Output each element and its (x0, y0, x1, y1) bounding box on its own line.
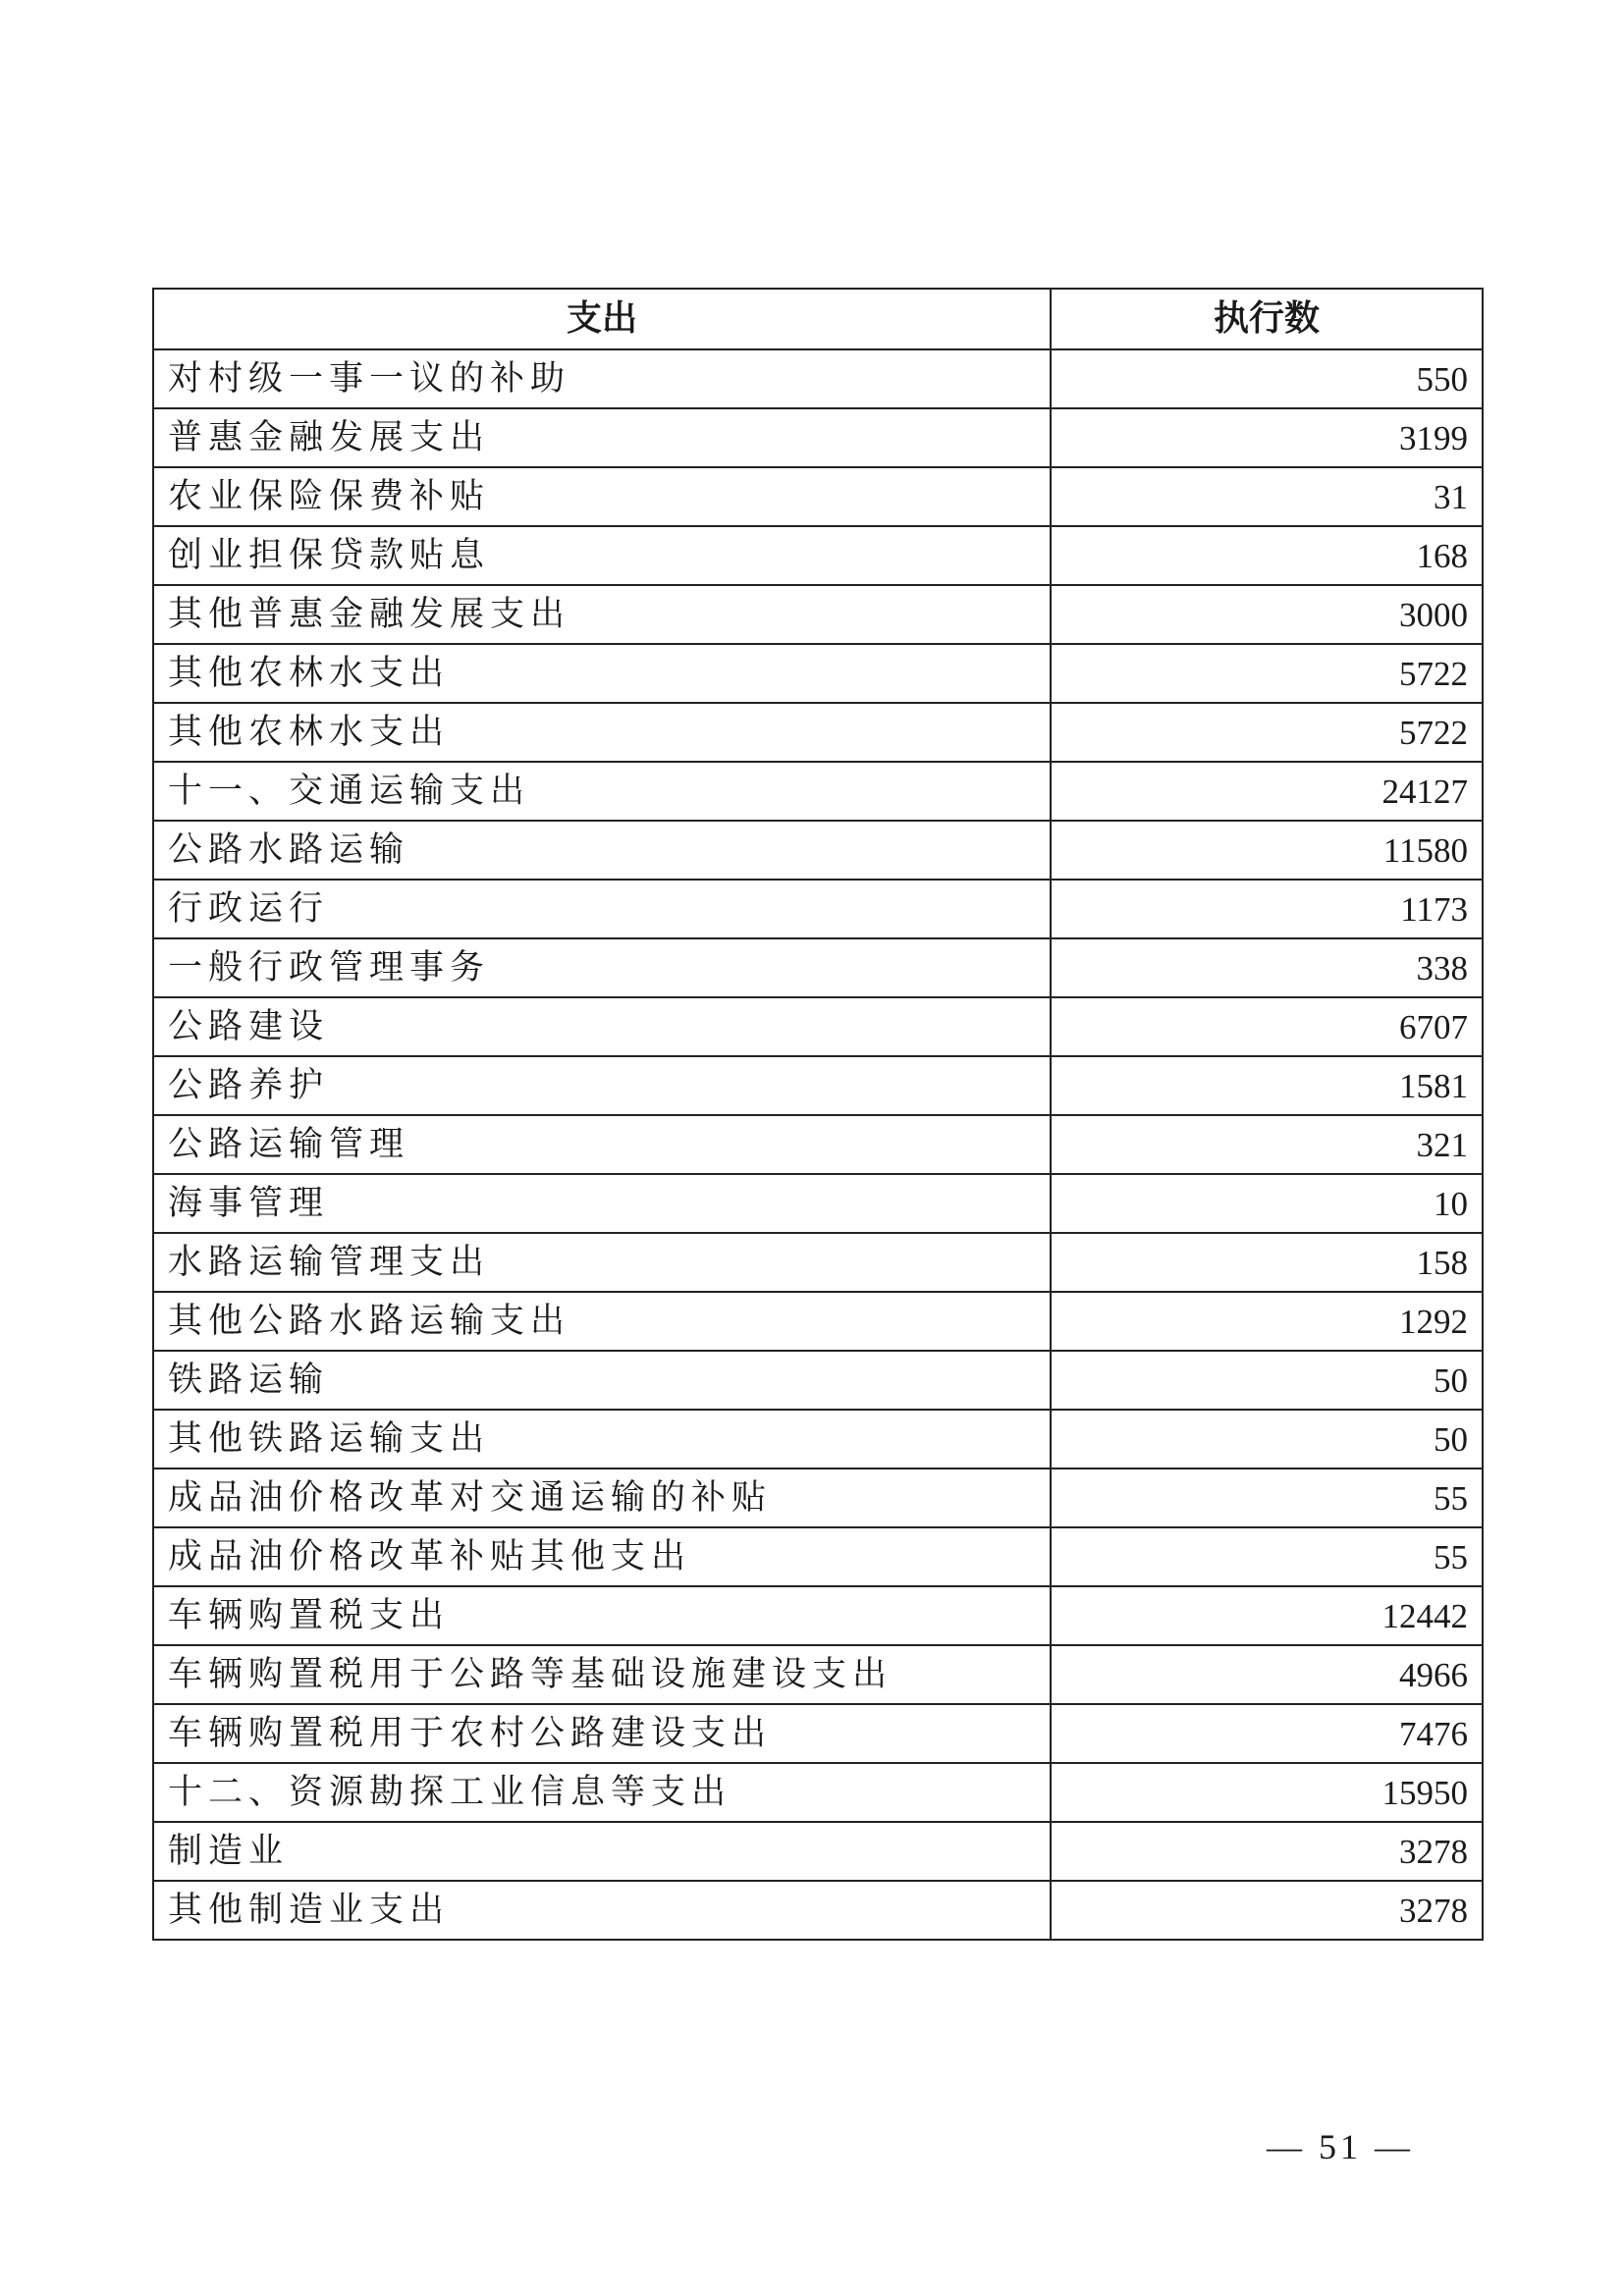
expenditure-item-name: 普惠金融发展支出 (153, 408, 1051, 467)
expenditure-item-name: 水路运输管理支出 (153, 1233, 1051, 1292)
executed-amount: 10 (1051, 1174, 1483, 1233)
executed-amount: 55 (1051, 1468, 1483, 1527)
expenditure-item-name: 一般行政管理事务 (153, 938, 1051, 997)
table-row (153, 938, 1483, 997)
executed-amount: 11580 (1051, 821, 1483, 880)
page-number: — 51 — (1267, 2127, 1414, 2166)
table-row (153, 880, 1483, 938)
executed-amount: 15950 (1051, 1763, 1483, 1822)
executed-amount: 550 (1051, 349, 1483, 408)
executed-amount: 321 (1051, 1115, 1483, 1174)
table-row (153, 1351, 1483, 1410)
table-row (153, 644, 1483, 703)
expenditure-item-name: 公路运输管理 (153, 1115, 1051, 1174)
table-row (153, 1822, 1483, 1881)
table-row (153, 1586, 1483, 1645)
table-row (153, 526, 1483, 585)
executed-amount: 50 (1051, 1351, 1483, 1410)
executed-amount: 50 (1051, 1410, 1483, 1468)
expenditure-item-name: 对村级一事一议的补助 (153, 349, 1051, 408)
table-row (153, 585, 1483, 644)
table-row (153, 1174, 1483, 1233)
table-row (153, 1881, 1483, 1940)
table-header-row (153, 289, 1483, 349)
expenditure-item-name: 公路养护 (153, 1056, 1051, 1115)
table-row (153, 703, 1483, 762)
executed-amount: 1292 (1051, 1292, 1483, 1351)
expenditure-item-name: 公路建设 (153, 997, 1051, 1056)
expenditure-item-name: 公路水路运输 (153, 821, 1051, 880)
executed-amount: 158 (1051, 1233, 1483, 1292)
executed-amount: 338 (1051, 938, 1483, 997)
executed-amount: 5722 (1051, 644, 1483, 703)
expenditure-item-name: 其他农林水支出 (153, 703, 1051, 762)
executed-amount: 1173 (1051, 880, 1483, 938)
table-row (153, 1292, 1483, 1351)
table-row (153, 1233, 1483, 1292)
executed-amount: 6707 (1051, 997, 1483, 1056)
expenditure-item-name: 十二、资源勘探工业信息等支出 (153, 1763, 1051, 1822)
executed-amount: 24127 (1051, 762, 1483, 821)
table-row (153, 1763, 1483, 1822)
executed-amount: 7476 (1051, 1704, 1483, 1763)
executed-amount: 1581 (1051, 1056, 1483, 1115)
table-row (153, 1056, 1483, 1115)
table-row (153, 1704, 1483, 1763)
expenditure-item-name: 其他公路水路运输支出 (153, 1292, 1051, 1351)
executed-amount: 31 (1051, 467, 1483, 526)
table-row (153, 1468, 1483, 1527)
expenditure-item-name: 车辆购置税支出 (153, 1586, 1051, 1645)
expenditure-item-name: 其他农林水支出 (153, 644, 1051, 703)
expenditure-item-name: 十一、交通运输支出 (153, 762, 1051, 821)
executed-amount: 55 (1051, 1527, 1483, 1586)
table-row (153, 349, 1483, 408)
expenditure-item-name: 成品油价格改革对交通运输的补贴 (153, 1468, 1051, 1527)
expenditure-item-name: 行政运行 (153, 880, 1051, 938)
table-row (153, 821, 1483, 880)
table-row (153, 408, 1483, 467)
table-body (153, 349, 1483, 1940)
table-row (153, 1527, 1483, 1586)
table-row (153, 762, 1483, 821)
table-row (153, 1410, 1483, 1468)
expenditure-item-name: 制造业 (153, 1822, 1051, 1881)
executed-amount: 4966 (1051, 1645, 1483, 1704)
executed-amount: 168 (1051, 526, 1483, 585)
expenditure-item-name: 成品油价格改革补贴其他支出 (153, 1527, 1051, 1586)
expenditure-item-name: 其他普惠金融发展支出 (153, 585, 1051, 644)
expenditure-item-name: 农业保险保费补贴 (153, 467, 1051, 526)
expenditure-item-name: 海事管理 (153, 1174, 1051, 1233)
executed-amount: 12442 (1051, 1586, 1483, 1645)
expenditure-item-name: 车辆购置税用于公路等基础设施建设支出 (153, 1645, 1051, 1704)
expenditure-item-name: 车辆购置税用于农村公路建设支出 (153, 1704, 1051, 1763)
expenditure-item-name: 铁路运输 (153, 1351, 1051, 1410)
column-header-executed-amount: 执行数 (1051, 289, 1483, 349)
executed-amount: 3199 (1051, 408, 1483, 467)
table-row (153, 1115, 1483, 1174)
expenditure-item-name: 创业担保贷款贴息 (153, 526, 1051, 585)
executed-amount: 3000 (1051, 585, 1483, 644)
expenditure-table (152, 288, 1484, 1941)
expenditure-item-name: 其他铁路运输支出 (153, 1410, 1051, 1468)
table-row (153, 997, 1483, 1056)
expenditure-item-name: 其他制造业支出 (153, 1881, 1051, 1940)
executed-amount: 3278 (1051, 1822, 1483, 1881)
table-row (153, 1645, 1483, 1704)
column-header-expenditure: 支出 (153, 289, 1051, 349)
table-row (153, 467, 1483, 526)
executed-amount: 3278 (1051, 1881, 1483, 1940)
executed-amount: 5722 (1051, 703, 1483, 762)
